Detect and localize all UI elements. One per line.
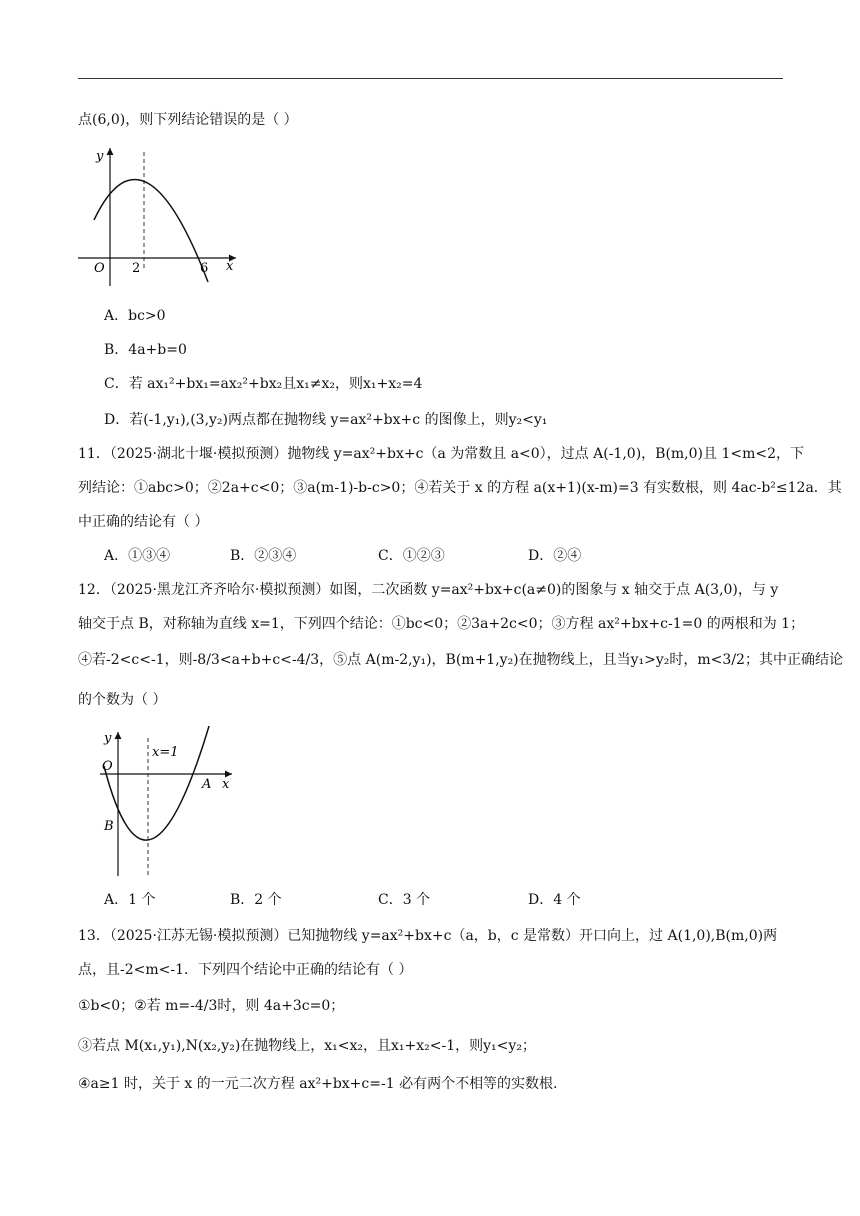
point-a-label: A: [202, 777, 212, 792]
q10-option-b: B．4a+b=0: [104, 342, 187, 358]
q10-option-c: C．若 ax₁²+bx₁=ax₂²+bx₂且x₁≠x₂，则x₁+x₂=4: [104, 376, 423, 392]
axis-of-symmetry-label: x=1: [152, 745, 179, 760]
q13-line-4: ③若点 M(x₁,y₁),N(x₂,y₂)在抛物线上，x₁<x₂，且x₁+x₂<-1，则y₁<y₂；: [78, 1038, 536, 1054]
q12-line-3: ④若-2<c<-1，则-8/3<a+b+c<-4/3，⑤点 A(m-2,y₁)，B(m+1,y₂)在抛物线上，且当y₁>y₂时，m<3/2；其中正确结论: [78, 652, 843, 668]
q10-option-d: D．若(-1,y₁),(3,y₂)两点都在抛物线 y=ax²+bx+c 的图像上，则y₂<y₁: [104, 412, 548, 428]
y-label: y: [96, 149, 104, 164]
q11-option-a: A．①③④: [104, 548, 171, 564]
q12-option-a: A．1 个: [104, 892, 156, 908]
tick-2: 2: [132, 261, 141, 276]
q12-option-d: D．4 个: [528, 892, 581, 908]
q11-line-1: 11．（2025·湖北十堰·模拟预测）抛物线 y=ax²+bx+c（a 为常数且 a<0），过点 A(-1,0)，B(m,0)且 1<m<2，下: [78, 446, 805, 462]
parabola: [104, 726, 212, 840]
q11-line-2: 列结论：①abc>0；②2a+c<0；③a(m-1)-b-c>0；④若关于 x 的方程 a(x+1)(x-m)=3 有实数根，则 4ac-b²≤12a．其: [78, 480, 842, 496]
q11-option-c: C．①②③: [378, 548, 445, 564]
q12-option-b: B．2 个: [230, 892, 282, 908]
parabola: [94, 179, 208, 282]
origin-label: O: [94, 261, 105, 276]
q12-graph: [96, 726, 246, 881]
q12-line-4: 的个数为（ ）: [78, 692, 167, 708]
y-label: y: [104, 731, 112, 746]
q13-line-3: ①b<0；②若 m=-4/3时，则 4a+3c=0；: [78, 998, 345, 1014]
q11-option-b: B．②③④: [230, 548, 297, 564]
q13-line-5: ④a≥1 时，关于 x 的一元二次方程 ax²+bx+c=-1 必有两个不相等的实数根.: [78, 1076, 558, 1092]
x-label: x: [222, 777, 230, 792]
q11-line-3: 中正确的结论有（ ）: [78, 514, 209, 530]
q10-option-a: A．bc>0: [104, 308, 166, 324]
x-label: x: [226, 259, 234, 274]
point-b-label: B: [104, 819, 114, 834]
q10-stem-tail: 点(6,0)，则下列结论错误的是（ ）: [78, 112, 298, 128]
q10-graph: [74, 140, 244, 290]
q12-option-c: C．3 个: [378, 892, 431, 908]
q13-line-2: 点，且-2<m<-1．下列四个结论中正确的结论有（ ）: [78, 962, 413, 978]
q12-line-1: 12．（2025·黑龙江齐齐哈尔·模拟预测）如图，二次函数 y=ax²+bx+c(a≠0)的图象与 x 轴交于点 A(3,0)，与 y: [78, 582, 779, 598]
header-rule: [78, 78, 783, 79]
q11-option-d: D．②④: [528, 548, 582, 564]
q13-line-1: 13．（2025·江苏无锡·模拟预测）已知抛物线 y=ax²+bx+c（a，b，c 是常数）开口向上，过 A(1,0),B(m,0)两: [78, 928, 778, 944]
origin-label: O: [102, 759, 113, 774]
tick-6: 6: [200, 261, 209, 276]
q12-line-2: 轴交于点 B，对称轴为直线 x=1，下列四个结论：①bc<0；②3a+2c<0；③方程 ax²+bx+c-1=0 的两根和为 1；: [78, 616, 805, 632]
